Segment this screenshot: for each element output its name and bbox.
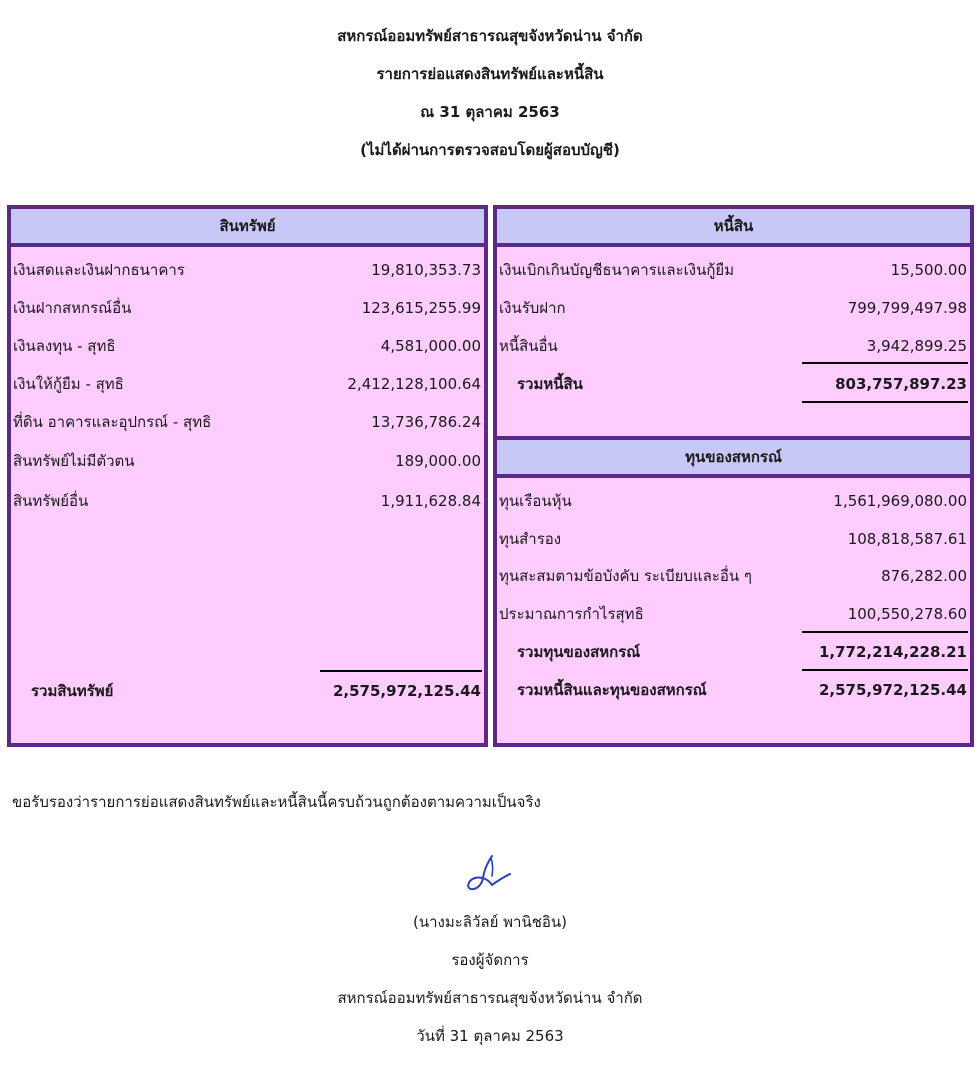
liability-value: 3,942,899.25 xyxy=(866,337,967,355)
equity-row xyxy=(499,564,967,588)
equity-label: ทุนเรือนหุ้น xyxy=(499,492,572,510)
total-rule xyxy=(320,670,482,672)
equity-value: 108,818,587.61 xyxy=(847,530,967,548)
statement-title: รายการย่อแสดงสินทรัพย์และหนี้สิน xyxy=(376,65,604,83)
asset-value: 13,736,786.24 xyxy=(371,413,481,431)
signatory-name: (นางมะลิวัลย์ พานิชอิน) xyxy=(412,913,568,931)
equity-label: ทุนสำรอง xyxy=(499,530,562,548)
liability-label: เงินเบิกเกินบัญชีธนาคารและเงินกู้ยืม xyxy=(499,261,735,279)
asset-row xyxy=(13,296,481,320)
liabilities-total-label: รวมหนี้สิน xyxy=(517,375,583,393)
equity-label: ทุนสะสมตามข้อบังคับ ระเบียบและอื่น ๆ xyxy=(499,567,752,585)
statement-date: ณ 31 ตุลาคม 2563 xyxy=(420,103,560,121)
liabilities-panel xyxy=(493,205,974,440)
asset-label: สินทรัพย์อื่น xyxy=(13,492,89,510)
equity-value: 100,550,278.60 xyxy=(847,605,967,623)
grand-total-value: 2,575,972,125.44 xyxy=(818,681,967,699)
equity-value: 876,282.00 xyxy=(881,567,967,585)
equity-row xyxy=(499,602,967,626)
asset-row xyxy=(13,449,481,473)
organization-title: สหกรณ์ออมทรัพย์สาธารณสุขจังหวัดน่าน จำกัด xyxy=(337,27,643,45)
assets-header: สินทรัพย์ xyxy=(11,209,484,247)
liability-value: 15,500.00 xyxy=(890,261,967,279)
asset-row xyxy=(13,334,481,358)
asset-label: เงินให้กู้ยืม - สุทธิ xyxy=(13,375,124,393)
liabilities-total-row xyxy=(517,372,967,396)
equity-panel xyxy=(493,436,974,747)
asset-value: 2,412,128,100.64 xyxy=(347,375,481,393)
liability-label: หนี้สินอื่น xyxy=(499,337,558,355)
liability-label: เงินรับฝาก xyxy=(499,299,566,317)
assets-panel xyxy=(7,205,488,747)
subtotal-rule xyxy=(802,631,968,633)
liability-row xyxy=(499,258,967,282)
equity-total-label: รวมทุนของสหกรณ์ xyxy=(517,643,641,661)
asset-label: สินทรัพย์ไม่มีตัวตน xyxy=(13,452,135,470)
equity-row xyxy=(499,489,967,513)
signatory-position: รองผู้จัดการ xyxy=(451,951,529,969)
signatory-organization: สหกรณ์ออมทรัพย์สาธารณสุขจังหวัดน่าน จำกัด xyxy=(337,989,643,1007)
total-rule xyxy=(802,669,968,671)
asset-value: 123,615,255.99 xyxy=(361,299,481,317)
asset-row xyxy=(13,410,481,434)
asset-value: 1,911,628.84 xyxy=(380,492,481,510)
equity-row xyxy=(499,527,967,551)
equity-total-row xyxy=(517,640,967,664)
equity-header: ทุนของสหกรณ์ xyxy=(497,440,970,478)
document-header xyxy=(0,22,980,174)
certification-statement: ขอรับรองว่ารายการย่อแสดงสินทรัพย์และหนี้สินนี้ครบถ้วนถูกต้องตามความเป็นจริง xyxy=(12,793,541,811)
asset-label: เงินฝากสหกรณ์อื่น xyxy=(13,299,132,317)
grand-total-label: รวมหนี้สินและทุนของสหกรณ์ xyxy=(517,681,707,699)
asset-value: 19,810,353.73 xyxy=(371,261,481,279)
asset-label: ที่ดิน อาคารและอุปกรณ์ - สุทธิ xyxy=(13,413,212,431)
liability-value: 799,799,497.98 xyxy=(847,299,967,317)
equity-total-value: 1,772,214,228.21 xyxy=(818,643,967,661)
asset-row xyxy=(13,372,481,396)
asset-label: เงินสดและเงินฝากธนาคาร xyxy=(13,261,185,279)
signature-mark xyxy=(462,852,514,896)
liability-row xyxy=(499,296,967,320)
subtotal-rule xyxy=(802,362,968,364)
asset-value: 189,000.00 xyxy=(395,452,481,470)
assets-total-label: รวมสินทรัพย์ xyxy=(31,682,114,700)
signatory-block xyxy=(0,910,980,1062)
asset-value: 4,581,000.00 xyxy=(380,337,481,355)
grand-total-row xyxy=(517,678,967,702)
asset-row xyxy=(13,489,481,513)
equity-value: 1,561,969,080.00 xyxy=(833,492,967,510)
asset-row xyxy=(13,258,481,282)
assets-total-value: 2,575,972,125.44 xyxy=(332,682,481,700)
equity-label: ประมาณการกำไรสุทธิ xyxy=(499,605,644,623)
audit-note: (ไม่ได้ผ่านการตรวจสอบโดยผู้สอบบัญชี) xyxy=(360,141,620,159)
liability-row xyxy=(499,334,967,358)
assets-total-row xyxy=(31,679,481,703)
asset-label: เงินลงทุน - สุทธิ xyxy=(13,337,116,355)
liabilities-header: หนี้สิน xyxy=(497,209,970,247)
total-rule xyxy=(802,401,968,403)
liabilities-total-value: 803,757,897.23 xyxy=(835,375,967,393)
signatory-date: วันที่ 31 ตุลาคม 2563 xyxy=(416,1027,564,1045)
